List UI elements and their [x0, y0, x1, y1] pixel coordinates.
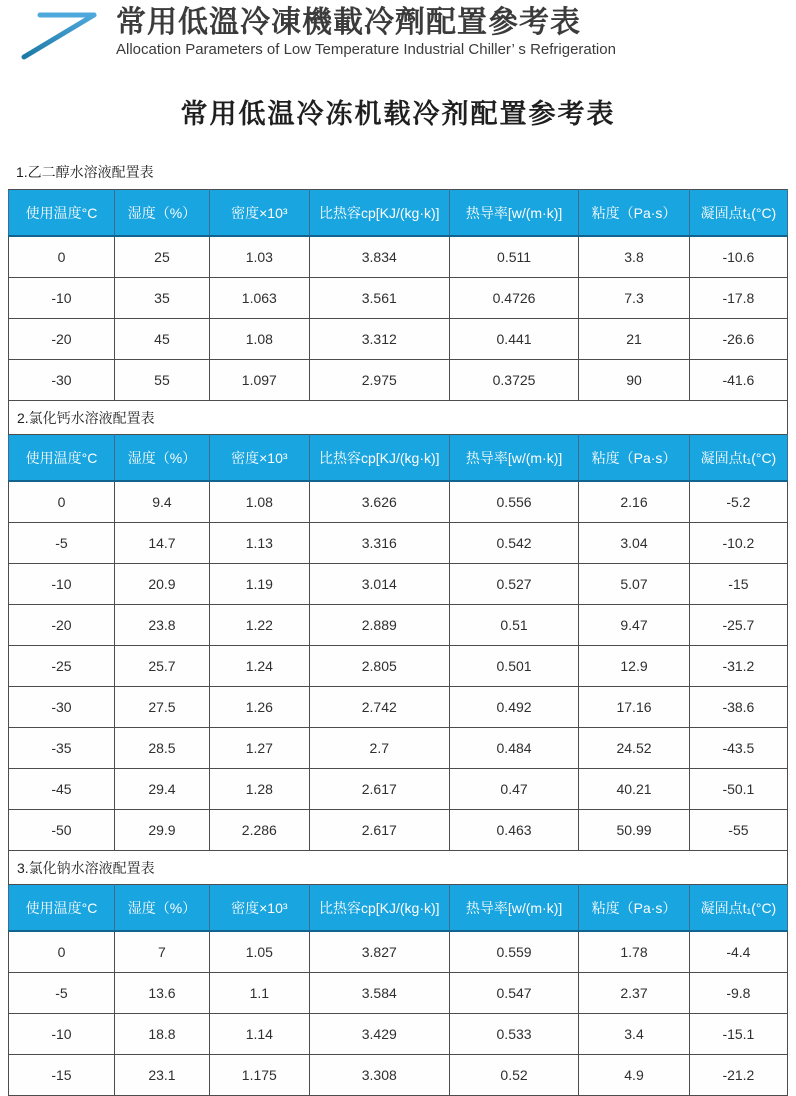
table-cell: 3.834 — [309, 236, 449, 278]
table-cell: 21 — [579, 319, 690, 360]
table-cell: 3.8 — [579, 236, 690, 278]
table-cell: -10.2 — [689, 523, 787, 564]
table-cell: -38.6 — [689, 687, 787, 728]
table-cell: 2.805 — [309, 646, 449, 687]
table-cell: 1.175 — [209, 1055, 309, 1096]
table-cell: -20 — [9, 319, 115, 360]
table-cell: 1.19 — [209, 564, 309, 605]
table-cell: 2.286 — [209, 810, 309, 851]
table-cell: 0.527 — [449, 564, 578, 605]
column-header: 湿度（%） — [114, 190, 209, 237]
table-cell: 55 — [114, 360, 209, 401]
table-cell: 3.626 — [309, 481, 449, 523]
column-header: 凝固点t₁(°C) — [689, 190, 787, 237]
table-cell: 1.24 — [209, 646, 309, 687]
table-cell: 3.312 — [309, 319, 449, 360]
table-cell: -10 — [9, 1014, 115, 1055]
table-cell: -41.6 — [689, 360, 787, 401]
table-cell: 9.4 — [114, 481, 209, 523]
table-cell: 35 — [114, 278, 209, 319]
column-header: 湿度（%） — [114, 435, 209, 482]
table-cell: 3.316 — [309, 523, 449, 564]
table-cell: 23.1 — [114, 1055, 209, 1096]
table-row — [9, 481, 788, 523]
column-header: 湿度（%） — [114, 885, 209, 932]
table-cell: 2.16 — [579, 481, 690, 523]
table-cell: 0.441 — [449, 319, 578, 360]
table-cell: 17.16 — [579, 687, 690, 728]
table-cell: 0 — [9, 236, 115, 278]
table-cell: 1.08 — [209, 481, 309, 523]
table-cell: -43.5 — [689, 728, 787, 769]
table-cell: 0.547 — [449, 973, 578, 1014]
table-cell: -17.8 — [689, 278, 787, 319]
table-row — [9, 360, 788, 401]
column-header: 密度×10³ — [209, 190, 309, 237]
column-header: 粘度（Pa·s） — [579, 435, 690, 482]
table-cell: 1.22 — [209, 605, 309, 646]
table-cell: 0 — [9, 931, 115, 973]
table-cell: 3.308 — [309, 1055, 449, 1096]
table-cell: 24.52 — [579, 728, 690, 769]
config-table-3 — [8, 884, 788, 1096]
table-cell: 1.063 — [209, 278, 309, 319]
table-cell: 0.533 — [449, 1014, 578, 1055]
table-row — [9, 278, 788, 319]
table-cell: 27.5 — [114, 687, 209, 728]
column-header: 热导率[w/(m·k)] — [449, 435, 578, 482]
table-row — [9, 1014, 788, 1055]
table-cell: 2.617 — [309, 769, 449, 810]
table-cell: -26.6 — [689, 319, 787, 360]
table-cell: -25 — [9, 646, 115, 687]
table-row — [9, 810, 788, 851]
table-cell: 0.511 — [449, 236, 578, 278]
table-cell: 9.47 — [579, 605, 690, 646]
table-cell: 0 — [9, 481, 115, 523]
table-row — [9, 564, 788, 605]
table-row — [9, 728, 788, 769]
up-right-arrow-icon — [10, 6, 102, 60]
table-row — [9, 523, 788, 564]
column-header: 比热容cp[KJ/(kg·k)] — [309, 190, 449, 237]
column-header: 热导率[w/(m·k)] — [449, 190, 578, 237]
table-cell: 2.975 — [309, 360, 449, 401]
table-cell: 12.9 — [579, 646, 690, 687]
table-cell: -35 — [9, 728, 115, 769]
table-cell: 4.9 — [579, 1055, 690, 1096]
table-cell: 3.561 — [309, 278, 449, 319]
column-header: 使用温度°C — [9, 885, 115, 932]
brand-text-block — [116, 6, 616, 59]
table-cell: -20 — [9, 605, 115, 646]
table-cell: 0.484 — [449, 728, 578, 769]
table-cell: 5.07 — [579, 564, 690, 605]
table-cell: 0.501 — [449, 646, 578, 687]
table-cell: -30 — [9, 687, 115, 728]
table-cell: -10 — [9, 564, 115, 605]
table-cell: 29.9 — [114, 810, 209, 851]
table-cell: 1.28 — [209, 769, 309, 810]
table-cell: -45 — [9, 769, 115, 810]
table-row — [9, 973, 788, 1014]
table-cell: -55 — [689, 810, 787, 851]
section-1-label: 1.乙二醇水溶液配置表 — [8, 157, 788, 187]
table-row — [9, 605, 788, 646]
table-cell: 2.7 — [309, 728, 449, 769]
table-cell: 45 — [114, 319, 209, 360]
table-cell: 13.6 — [114, 973, 209, 1014]
column-header: 凝固点t₁(°C) — [689, 435, 787, 482]
table-row — [9, 646, 788, 687]
config-table-2 — [8, 434, 788, 851]
column-header: 密度×10³ — [209, 435, 309, 482]
table-cell: 1.14 — [209, 1014, 309, 1055]
header-row — [9, 885, 788, 932]
table-cell: -10 — [9, 278, 115, 319]
column-header: 粘度（Pa·s） — [579, 190, 690, 237]
table-cell: 1.097 — [209, 360, 309, 401]
tables-container — [8, 157, 788, 1096]
table-cell: 1.78 — [579, 931, 690, 973]
table-cell: 0.542 — [449, 523, 578, 564]
table-cell: 0.492 — [449, 687, 578, 728]
table-cell: -9.8 — [689, 973, 787, 1014]
table-row — [9, 931, 788, 973]
table-cell: 29.4 — [114, 769, 209, 810]
table-row — [9, 236, 788, 278]
table-row — [9, 769, 788, 810]
table-cell: -5 — [9, 523, 115, 564]
brand-title: 常用低溫冷凍機載冷劑配置參考表 — [116, 6, 581, 39]
table-cell: 3.014 — [309, 564, 449, 605]
table-cell: 1.08 — [209, 319, 309, 360]
table-cell: -15 — [689, 564, 787, 605]
table-cell: 7 — [114, 931, 209, 973]
table-cell: 18.8 — [114, 1014, 209, 1055]
column-header: 凝固点t₁(°C) — [689, 885, 787, 932]
table-cell: 14.7 — [114, 523, 209, 564]
table-cell: 2.617 — [309, 810, 449, 851]
table-cell: 7.3 — [579, 278, 690, 319]
column-header: 比热容cp[KJ/(kg·k)] — [309, 885, 449, 932]
table-cell: -50 — [9, 810, 115, 851]
table-cell: 2.742 — [309, 687, 449, 728]
table-cell: 0.4726 — [449, 278, 578, 319]
table-cell: -10.6 — [689, 236, 787, 278]
table-cell: 2.889 — [309, 605, 449, 646]
document-title: 常用低温冷冻机载冷剂配置参考表 — [180, 99, 616, 129]
section-3-label: 3.氯化钠水溶液配置表 — [8, 851, 788, 884]
table-cell: 90 — [579, 360, 690, 401]
table-cell: 3.4 — [579, 1014, 690, 1055]
table-cell: 50.99 — [579, 810, 690, 851]
table-cell: 3.827 — [309, 931, 449, 973]
table-cell: -25.7 — [689, 605, 787, 646]
table-cell: 1.05 — [209, 931, 309, 973]
table-cell: -4.4 — [689, 931, 787, 973]
table-cell: -15.1 — [689, 1014, 787, 1055]
table-cell: 25 — [114, 236, 209, 278]
table-row — [9, 319, 788, 360]
table-cell: 0.3725 — [449, 360, 578, 401]
table-cell: 25.7 — [114, 646, 209, 687]
table-row — [9, 1055, 788, 1096]
table-cell: -15 — [9, 1055, 115, 1096]
table-cell: 40.21 — [579, 769, 690, 810]
table-cell: -5.2 — [689, 481, 787, 523]
table-cell: 0.47 — [449, 769, 578, 810]
table-cell: 28.5 — [114, 728, 209, 769]
table-row — [9, 687, 788, 728]
table-cell: 20.9 — [114, 564, 209, 605]
column-header: 热导率[w/(m·k)] — [449, 885, 578, 932]
table-cell: 1.1 — [209, 973, 309, 1014]
table-cell: -21.2 — [689, 1055, 787, 1096]
table-cell: 1.13 — [209, 523, 309, 564]
column-header: 使用温度°C — [9, 190, 115, 237]
table-cell: 0.559 — [449, 931, 578, 973]
table-cell: -5 — [9, 973, 115, 1014]
table-cell: -50.1 — [689, 769, 787, 810]
table-cell: -30 — [9, 360, 115, 401]
table-cell: 3.584 — [309, 973, 449, 1014]
header-row — [9, 435, 788, 482]
header-row — [9, 190, 788, 237]
table-cell: 0.463 — [449, 810, 578, 851]
table-cell: 1.03 — [209, 236, 309, 278]
config-table-1 — [8, 189, 788, 401]
table-cell: 23.8 — [114, 605, 209, 646]
table-cell: 1.26 — [209, 687, 309, 728]
column-header: 粘度（Pa·s） — [579, 885, 690, 932]
column-header: 比热容cp[KJ/(kg·k)] — [309, 435, 449, 482]
table-cell: 2.37 — [579, 973, 690, 1014]
section-2-label: 2.氯化钙水溶液配置表 — [8, 401, 788, 434]
table-cell: 3.04 — [579, 523, 690, 564]
brand-subtitle: Allocation Parameters of Low Temperature Industrial Chiller’ s Refrigeration — [116, 41, 616, 58]
table-cell: 1.27 — [209, 728, 309, 769]
table-cell: 0.556 — [449, 481, 578, 523]
table-cell: 3.429 — [309, 1014, 449, 1055]
column-header: 密度×10³ — [209, 885, 309, 932]
brand-header — [0, 0, 796, 62]
table-cell: -31.2 — [689, 646, 787, 687]
table-cell: 0.51 — [449, 605, 578, 646]
table-cell: 0.52 — [449, 1055, 578, 1096]
column-header: 使用温度°C — [9, 435, 115, 482]
